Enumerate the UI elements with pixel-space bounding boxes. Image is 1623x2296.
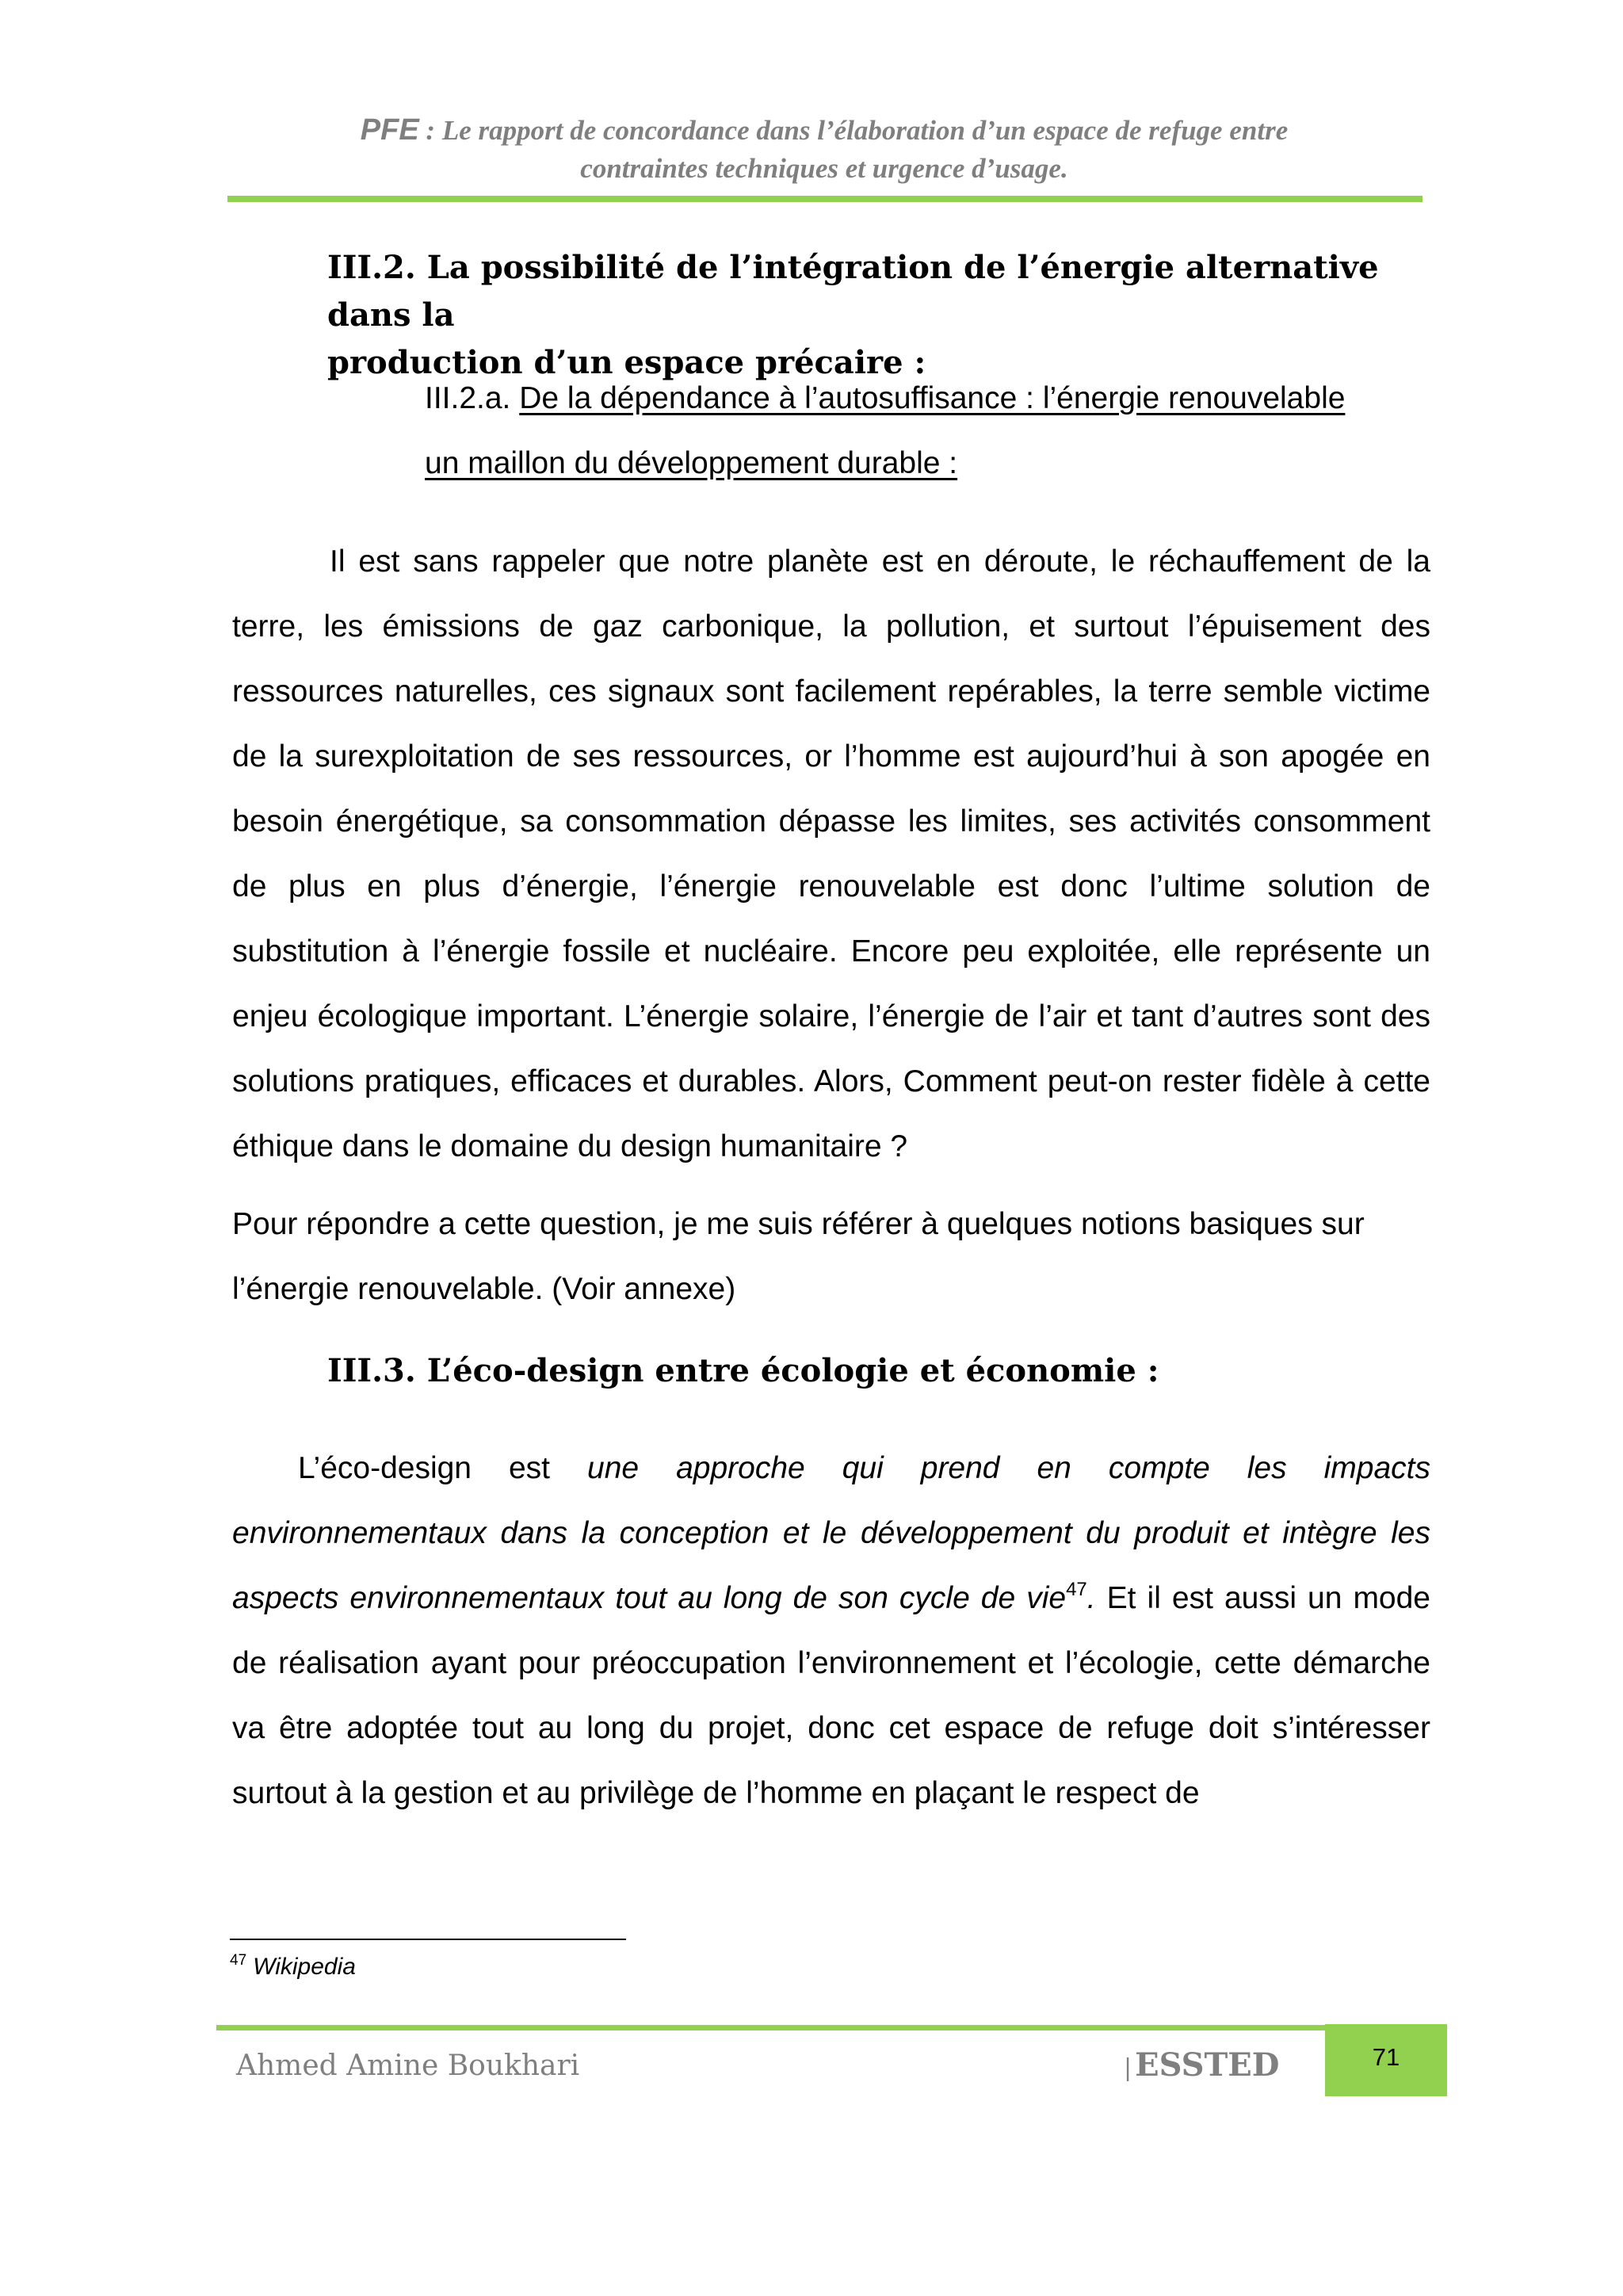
subsection-title-line2: un maillon du développement durable : bbox=[425, 446, 958, 480]
eco-design-intro: L’éco-design est bbox=[298, 1451, 588, 1485]
header-divider bbox=[227, 196, 1423, 202]
running-header bbox=[226, 111, 1423, 188]
page-number-box bbox=[1325, 2024, 1447, 2096]
paragraph-annex-reference bbox=[232, 1192, 1430, 1322]
footnote bbox=[230, 1951, 356, 1983]
paragraph-renewable-energy: Il est sans rappeler que notre planète est en déroute, le réchauffement de la terre, les émissions de gaz carbonique, la pollution, et surtout l’épuisement des ressources naturelles, ces signaux sont facilement repérables, la terre semble victime de la surexploitation de ses ressources, or l’homme est aujourd’hui à son apogée en besoin énergétique, sa consommation dépasse les limites, ses activités consomment de plus en plus d’énergie, l’énergie renouvelable est donc l’ultime solution de substitution à l’énergie fossile et nucléaire. Encore peu exploitée, elle représente un enjeu écologique important. L’énergie solaire, l’énergie de l’air et tant d’autres sont des solutions pratiques, efficaces et durables. Alors, Comment peut-on rester fidèle à cette éthique dans le domaine du design humanitaire ? bbox=[232, 544, 1430, 1163]
section-heading-3-3 bbox=[327, 1347, 1437, 1395]
subsection-heading-line1 bbox=[425, 366, 1431, 431]
footnote-number: 47 bbox=[230, 1952, 247, 1969]
section-heading-3-2-line2: production d’un espace précaire : bbox=[327, 344, 926, 381]
subsection-heading-3-2-a bbox=[425, 366, 1431, 496]
paragraph-annex-line2: l’énergie renouvelable. (Voir annexe) bbox=[232, 1272, 736, 1306]
section-heading-3-3-text: III.3. L’éco-design entre écologie et économie : bbox=[327, 1352, 1159, 1389]
subsection-heading-line2 bbox=[425, 431, 1431, 496]
paragraph-eco-design bbox=[232, 1436, 1430, 1826]
page-number: 71 bbox=[1372, 2043, 1400, 2071]
header-title-line1: : Le rapport de concordance dans l’élaboration d’un espace de refuge entre bbox=[418, 115, 1289, 146]
footer-divider bbox=[216, 2025, 1326, 2030]
running-header-line1 bbox=[226, 111, 1423, 150]
section-heading-3-2 bbox=[327, 244, 1437, 387]
footnote-reference[interactable]: 47 bbox=[1066, 1579, 1087, 1600]
paragraph-annex-line1: Pour répondre a cette question, je me suis référer à quelques notions basiques sur bbox=[232, 1207, 1365, 1241]
footer-school-name: ESSTED bbox=[1135, 2046, 1280, 2084]
eco-design-period: . bbox=[1086, 1581, 1096, 1615]
eco-design-definition: une approche qui prend en compte les impacts environnementaux dans la conception et le développement du produit et intègre les aspects environnementaux tout au long de son cycle de vie bbox=[232, 1451, 1430, 1615]
eco-design-continuation: Et il est aussi un mode de réalisation ayant pour préoccupation l’environnement et l’écologie, cette démarche va être adoptée tout au long du projet, donc cet espace de refuge doit s’intéresser surtout à la gestion et au privilège de l’homme en plaçant le respect de bbox=[232, 1581, 1430, 1810]
subsection-number: III.2.a. bbox=[425, 381, 520, 415]
section-heading-3-2-line1: III.2. La possibilité de l’intégration de l’énergie alternative dans la bbox=[327, 249, 1379, 334]
header-title-line2: contraintes techniques et urgence d’usage. bbox=[580, 153, 1068, 184]
footer-author: Ahmed Amine Boukhari bbox=[236, 2050, 580, 2082]
subsection-title-line1: De la dépendance à l’autosuffisance : l’énergie renouvelable bbox=[519, 381, 1346, 415]
footnote-text: Wikipedia bbox=[253, 1954, 356, 1980]
footer-school bbox=[1124, 2045, 1279, 2089]
footer-separator: | bbox=[1124, 2054, 1132, 2082]
header-prefix: PFE bbox=[360, 113, 419, 147]
footnote-separator bbox=[230, 1939, 626, 1940]
